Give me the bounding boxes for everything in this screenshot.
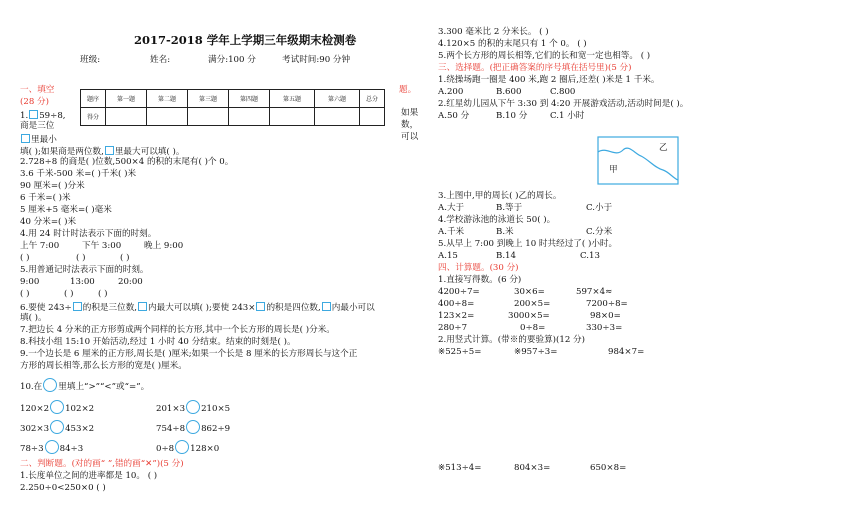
perimeter-figure <box>597 136 679 185</box>
section1-title: 一、填空 <box>20 85 55 95</box>
judge-item: 4.120×5 的积的末尾只有 1 个 0。 ( ) <box>438 39 587 49</box>
calc-item: 597×4≈ <box>576 287 613 297</box>
q1-text: 里最大可以填( )。 <box>114 147 185 157</box>
choice-question: 5.从早上 7:00 到晚上 10 时共经过了( )小时。 <box>438 239 618 249</box>
compare-right: 102×2 <box>65 404 95 414</box>
calc-instruction: 1.直接写得数。(6 分) <box>438 275 522 285</box>
choice-question: 4.学校游泳池的泳道长 50( )。 <box>438 215 556 225</box>
q1-text: 填( );如果商是两位数, <box>20 147 104 157</box>
q9-text: 方形的周长相等,那么长方形的宽是( )厘米。 <box>20 361 187 371</box>
table-header: 第四题 <box>229 90 270 108</box>
blank-square-icon[interactable] <box>322 302 331 311</box>
compare-left: 120×2 <box>20 404 50 414</box>
blank-circle-icon[interactable] <box>50 400 64 414</box>
choice-option[interactable]: B.10 分 <box>496 111 528 121</box>
choice-option[interactable]: A.千米 <box>438 227 465 237</box>
wrap-text: 可以 <box>401 132 419 142</box>
q5-time: 20:00 <box>118 277 143 287</box>
blank-square-icon[interactable] <box>29 110 38 119</box>
q9-text: 9.一个边长是 6 厘米的正方形,周长是( )厘米;如果一个长是 8 厘米的长方形周长与这个正 <box>20 349 358 359</box>
q6-text: 6.要使 243÷ <box>20 303 72 313</box>
score-label: 满分:100 分 <box>208 55 256 65</box>
q6-text: 的积是四位数, <box>266 303 321 313</box>
q3-line: 3.6 千米-500 米=( )千米( )米 <box>20 169 137 179</box>
q10-text: 10.在 <box>20 382 43 392</box>
class-label: 班级: <box>80 55 101 65</box>
q1-number: 1. <box>20 111 29 121</box>
q1-text: 商是三位 <box>20 121 55 131</box>
wrap-text: 数， <box>401 120 419 130</box>
choice-option[interactable]: C.800 <box>550 87 576 97</box>
section4-title: 四、计算题。(30 分) <box>438 263 519 273</box>
compare-right: 210×5 <box>201 404 231 414</box>
blank-square-icon[interactable] <box>138 302 147 311</box>
blank-circle-icon[interactable] <box>175 440 189 454</box>
answer-blank[interactable]: ( ) <box>98 289 108 299</box>
score-cell[interactable] <box>147 108 188 126</box>
compare-left: 201×3 <box>156 404 186 414</box>
answer-blank[interactable]: ( ) <box>20 289 30 299</box>
q8-text: 8.科技小组 15:10 开始活动,经过 1 小时 40 分结束。结束的时刻是( )。 <box>20 337 296 347</box>
q6-text: 的积是三位数, <box>82 303 138 313</box>
q1-text: 里最小 <box>31 135 57 145</box>
q5-time: 9:00 <box>20 277 40 287</box>
choice-option[interactable]: B.米 <box>496 227 514 237</box>
q3-line: 40 分米=( )米 <box>20 217 77 227</box>
compare-left: 0÷8 <box>156 444 175 454</box>
q4-time: 晚上 9:00 <box>144 241 184 251</box>
choice-option[interactable]: B.600 <box>496 87 522 97</box>
blank-circle-icon[interactable] <box>50 420 64 434</box>
region-jia-label: 甲 <box>609 165 618 175</box>
section1-points: (28 分) <box>20 97 49 107</box>
score-cell[interactable] <box>360 108 385 126</box>
calc-item: ※957÷3= <box>514 347 558 357</box>
judge-item: 1.长度单位之间的进率都是 10。 ( ) <box>20 471 158 481</box>
blank-circle-icon[interactable] <box>45 440 59 454</box>
q7-text: 7.把边长 4 分米的正方形剪成两个同样的长方形,其中一个长方形的周长是( )分米。 <box>20 325 335 335</box>
score-cell[interactable] <box>229 108 270 126</box>
calc-item: 123×2= <box>438 311 475 321</box>
q4-time: 上午 7:00 <box>20 241 60 251</box>
choice-option[interactable]: B.14 <box>496 251 516 261</box>
blank-square-icon[interactable] <box>256 302 265 311</box>
blank-square-icon[interactable] <box>105 146 114 155</box>
blank-circle-icon[interactable] <box>43 378 57 392</box>
choice-option[interactable]: C.13 <box>580 251 600 261</box>
table-header: 第三题 <box>188 90 229 108</box>
score-table <box>80 89 385 126</box>
choice-option[interactable]: C.小于 <box>586 203 613 213</box>
choice-question: 2.红星幼儿园从下午 3:30 到 4:20 开展游戏活动,活动时间是( )。 <box>438 99 689 109</box>
calc-instruction: 2.用竖式计算。(带※的要验算)(12 分) <box>438 335 585 345</box>
calc-item: 4200÷7= <box>438 287 480 297</box>
judge-item: 5.两个长方形的周长相等,它们的长和宽一定也相等。 ( ) <box>438 51 651 61</box>
q1-expression: 59÷8, <box>39 111 66 121</box>
q3-line: 5 厘米+5 毫米=( )毫米 <box>20 205 112 215</box>
compare-right: 453×2 <box>65 424 95 434</box>
section2-title: 二、判断题。(对的画“ ”,错的画“✕”)(5 分) <box>20 459 184 469</box>
calc-item: 280÷7 <box>438 323 468 333</box>
calc-item: ※525÷5= <box>438 347 482 357</box>
page-title: 2017-2018 学年上学期三年级期末检测卷 <box>134 33 357 47</box>
q4-text: 4.用 24 时计时法表示下面的时刻。 <box>20 229 157 239</box>
calc-item: 984×7= <box>608 347 645 357</box>
calc-item: 0÷8= <box>520 323 546 333</box>
answer-blank[interactable]: ( ) <box>20 253 30 263</box>
calc-item: 400÷8= <box>438 299 475 309</box>
q6-text: 内最大可以填( );要使 243× <box>148 303 256 313</box>
judge-item: 3.300 毫米比 2 分米长。 ( ) <box>438 27 549 37</box>
section3-title: 三、选择题。(把正确答案的序号填在括号里)(5 分) <box>438 63 632 73</box>
choice-option[interactable]: B.等于 <box>496 203 523 213</box>
choice-option[interactable]: C.分米 <box>586 227 613 237</box>
table-header: 第五题 <box>270 90 315 108</box>
q10-text: 里填上“>”“<”或“=”。 <box>58 382 150 392</box>
region-yi-label: 乙 <box>659 143 668 153</box>
choice-option[interactable]: A.200 <box>438 87 464 97</box>
table-header: 第二题 <box>147 90 188 108</box>
calc-item: 7200÷8= <box>586 299 628 309</box>
name-label: 姓名: <box>150 55 171 65</box>
blank-square-icon[interactable] <box>21 134 30 143</box>
q3-line: 6 千米=( )米 <box>20 193 71 203</box>
calc-item: 804×3= <box>514 463 551 473</box>
calc-item: 330÷3= <box>586 323 623 333</box>
score-cell[interactable] <box>315 108 360 126</box>
choice-option[interactable]: A.15 <box>438 251 458 261</box>
table-header: 总分 <box>360 90 385 108</box>
compare-right: 862÷9 <box>201 424 231 434</box>
judge-item: 2.250÷0<250×0 ( ) <box>20 483 106 493</box>
table-header: 第一题 <box>106 90 147 108</box>
compare-left: 754÷8 <box>156 424 186 434</box>
table-header: 第六题 <box>315 90 360 108</box>
choice-option[interactable]: A.大于 <box>438 203 465 213</box>
wrap-text: 如果 <box>401 108 419 118</box>
calc-item: 98×0= <box>590 311 621 321</box>
time-label: 考试时间:90 分钟 <box>282 55 351 65</box>
choice-option[interactable]: A.50 分 <box>438 111 470 121</box>
score-cell[interactable] <box>188 108 229 126</box>
answer-blank[interactable]: ( ) <box>64 289 74 299</box>
choice-question: 1.绕操场跑一圈是 400 米,跑 2 圈后,还差( )米是 1 千米。 <box>438 75 660 85</box>
score-cell[interactable] <box>106 108 147 126</box>
calc-item: 200×5= <box>514 299 551 309</box>
answer-blank[interactable]: ( ) <box>76 253 86 263</box>
compare-left: 78÷3 <box>20 444 44 454</box>
table-header: 题序 <box>81 90 106 108</box>
choice-question: 3.上图中,甲的周长( )乙的周长。 <box>438 191 562 201</box>
compare-right: 84÷3 <box>59 444 84 454</box>
blank-circle-icon[interactable] <box>186 400 200 414</box>
blank-square-icon[interactable] <box>73 302 82 311</box>
compare-left: 302×3 <box>20 424 50 434</box>
q6-text: 内最小可以 <box>331 303 375 313</box>
q4-time: 下午 3:00 <box>82 241 122 251</box>
section1-title-end: 题。 <box>399 85 417 95</box>
q3-line: 90 厘米=( )分米 <box>20 181 85 191</box>
choice-option[interactable]: C.1 小时 <box>550 111 585 121</box>
q5-text: 5.用普通记时法表示下面的时刻。 <box>20 265 149 275</box>
calc-item: ※513÷4= <box>438 463 482 473</box>
q6-text: 填( )。 <box>20 313 47 323</box>
answer-blank[interactable]: ( ) <box>120 253 130 263</box>
compare-right: 128×0 <box>190 444 220 454</box>
q2-text: 2.728÷8 的商是( )位数,500×4 的积的末尾有( )个 0。 <box>20 157 234 167</box>
score-cell[interactable] <box>270 108 315 126</box>
table-row-label: 得分 <box>81 108 106 126</box>
blank-circle-icon[interactable] <box>186 420 200 434</box>
calc-item: 3000×5= <box>508 311 550 321</box>
calc-item: 30×6= <box>514 287 545 297</box>
q5-time: 13:00 <box>70 277 95 287</box>
calc-item: 650×8= <box>590 463 627 473</box>
